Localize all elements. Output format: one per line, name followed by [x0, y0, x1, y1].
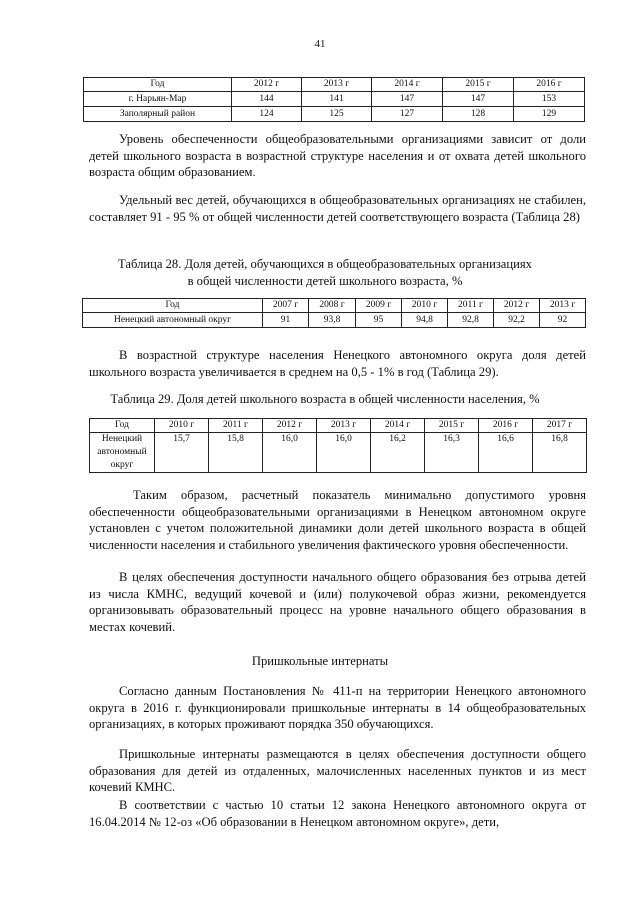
table-header-cell: 2016 г — [514, 78, 585, 92]
table-row — [84, 92, 585, 107]
paragraph-age-structure: В возрастной структуре населения Ненецкого автономного округа доля детей школьного возраста увеличивается в среднем на 0,5 - 1% в год (Таблица 29). — [89, 348, 586, 379]
table-header-cell: 2012 г — [263, 419, 317, 433]
table-header-cell: Год — [84, 78, 232, 92]
table-cell: 92,2 — [494, 313, 540, 328]
table-row — [83, 313, 586, 328]
table-header-cell: 2009 г — [356, 299, 402, 313]
table-header-cell: 2012 г — [232, 78, 302, 92]
table-header-row — [90, 419, 587, 433]
table-cell: 147 — [443, 92, 514, 107]
row-label: г. Нарьян-Мар — [84, 92, 232, 107]
row-label: Ненецкий автономный округ — [83, 313, 263, 328]
table-cell: 125 — [302, 107, 372, 122]
table-cell: 128 — [443, 107, 514, 122]
table-29 — [89, 418, 587, 473]
table-header-cell: 2017 г — [533, 419, 587, 433]
table-cell: 147 — [372, 92, 443, 107]
page-number: 41 — [314, 38, 326, 50]
table-header-cell: 2013 г — [540, 299, 586, 313]
caption-line: в общей численности детей школьного возраста, % — [187, 273, 463, 288]
paragraph-provision-level: Уровень обеспеченности общеобразовательными организациями зависит от доли детей школьного возраста в возрастной структуре населения и от охвата детей школьного возраста общим образованием. — [89, 132, 586, 180]
table-cell: 153 — [514, 92, 585, 107]
table-header-cell: Год — [83, 299, 263, 313]
table-header-cell: 2010 г — [402, 299, 448, 313]
row-label-line: автономный — [97, 447, 147, 457]
row-label: Заполярный район — [84, 107, 232, 122]
table-header-cell: 2016 г — [479, 419, 533, 433]
table-cell: 16,8 — [533, 433, 587, 473]
table-header-cell: 2011 г — [448, 299, 494, 313]
table-cell: 93,8 — [309, 313, 356, 328]
table-header-cell: 2007 г — [263, 299, 309, 313]
table-cell: 16,3 — [425, 433, 479, 473]
table-cell: 15,8 — [209, 433, 263, 473]
table-header-cell: 2012 г — [494, 299, 540, 313]
table-cell: 95 — [356, 313, 402, 328]
caption-line: Таблица 28. Доля детей, обучающихся в общеобразовательных организациях — [118, 257, 532, 271]
table-cell: 92,8 — [448, 313, 494, 328]
table-header-cell: 2010 г — [155, 419, 209, 433]
table-cell: 16,0 — [317, 433, 371, 473]
table-header-cell: 2015 г — [425, 419, 479, 433]
paragraph-resolution-411: Согласно данным Постановления № 411-п на территории Ненецкого автономного округа в 2016 г. функционировали пришкольные интернаты в 14 общеобразовательных организациях, в которых проживают порядка 350 обучающихся. — [89, 684, 586, 732]
table-cell: 94,8 — [402, 313, 448, 328]
table-28-caption — [70, 256, 580, 289]
section-heading: Пришкольные интернаты — [251, 654, 389, 668]
table-cell: 124 — [232, 107, 302, 122]
row-label-line: округ — [110, 460, 134, 470]
table-header-cell: 2015 г — [443, 78, 514, 92]
row-label-line: Ненецкий — [101, 434, 143, 444]
paragraph-nomadic-education: В целях обеспечения доступности начального общего образования без отрыва детей из числа КМНС, ведущий кочевой и (или) полукочевой образ жизни, рекомендуется организовывать образовательный процесс на уровне начального общего образования в местах кочевий. — [89, 570, 586, 634]
table-header-cell: 2013 г — [317, 419, 371, 433]
table-cell: 15,7 — [155, 433, 209, 473]
table-29-caption: Таблица 29. Доля детей школьного возраста в общей численности населения, % — [110, 392, 540, 406]
paragraph-law-reference: В соответствии с частью 10 статьи 12 закона Ненецкого автономного округа от 16.04.2014 № 12-оз «Об образовании в Ненецком автономном округе», дети, — [89, 798, 586, 829]
table-cell: 144 — [232, 92, 302, 107]
table-cell: 91 — [263, 313, 309, 328]
table-cell: 16,6 — [479, 433, 533, 473]
table-row — [90, 433, 587, 473]
table-header-row — [84, 78, 585, 92]
table-header-cell: 2008 г — [309, 299, 356, 313]
table-header-cell: Год — [90, 419, 155, 433]
table-cell: 127 — [372, 107, 443, 122]
table-cell: 16,0 — [263, 433, 317, 473]
table-cell: 129 — [514, 107, 585, 122]
row-label — [90, 433, 155, 473]
table-header-cell: 2013 г — [302, 78, 372, 92]
table-header-cell: 2014 г — [371, 419, 425, 433]
table-cell: 92 — [540, 313, 586, 328]
table-cell: 16,2 — [371, 433, 425, 473]
table-28 — [82, 298, 586, 328]
table-header-cell: 2011 г — [209, 419, 263, 433]
table-enrollment-by-municipality — [83, 77, 585, 122]
table-row — [84, 107, 585, 122]
table-cell: 141 — [302, 92, 372, 107]
paragraph-share-of-students: Удельный вес детей, обучающихся в общеобразовательных организациях не стабилен, составляет 91 - 95 % от общей численности детей соответствующего возраста (Таблица 28) — [89, 193, 586, 224]
paragraph-conclusion: Таким образом, расчетный показатель минимально допустимого уровня обеспеченности общеобразовательными организациями в Ненецком автономном округе установлен с учетом положительной динамики доли детей школьного возраста в общей численности населения и стабильного увеличения фактического уровня обеспеченности. — [89, 488, 586, 552]
paragraph-boarding-purpose: Пришкольные интернаты размещаются в целях обеспечения доступности общего образования для детей из отдаленных, малочисленных населенных пунктов и из мест кочевий КМНС. — [89, 747, 586, 795]
table-header-cell: 2014 г — [372, 78, 443, 92]
table-header-row — [83, 299, 586, 313]
